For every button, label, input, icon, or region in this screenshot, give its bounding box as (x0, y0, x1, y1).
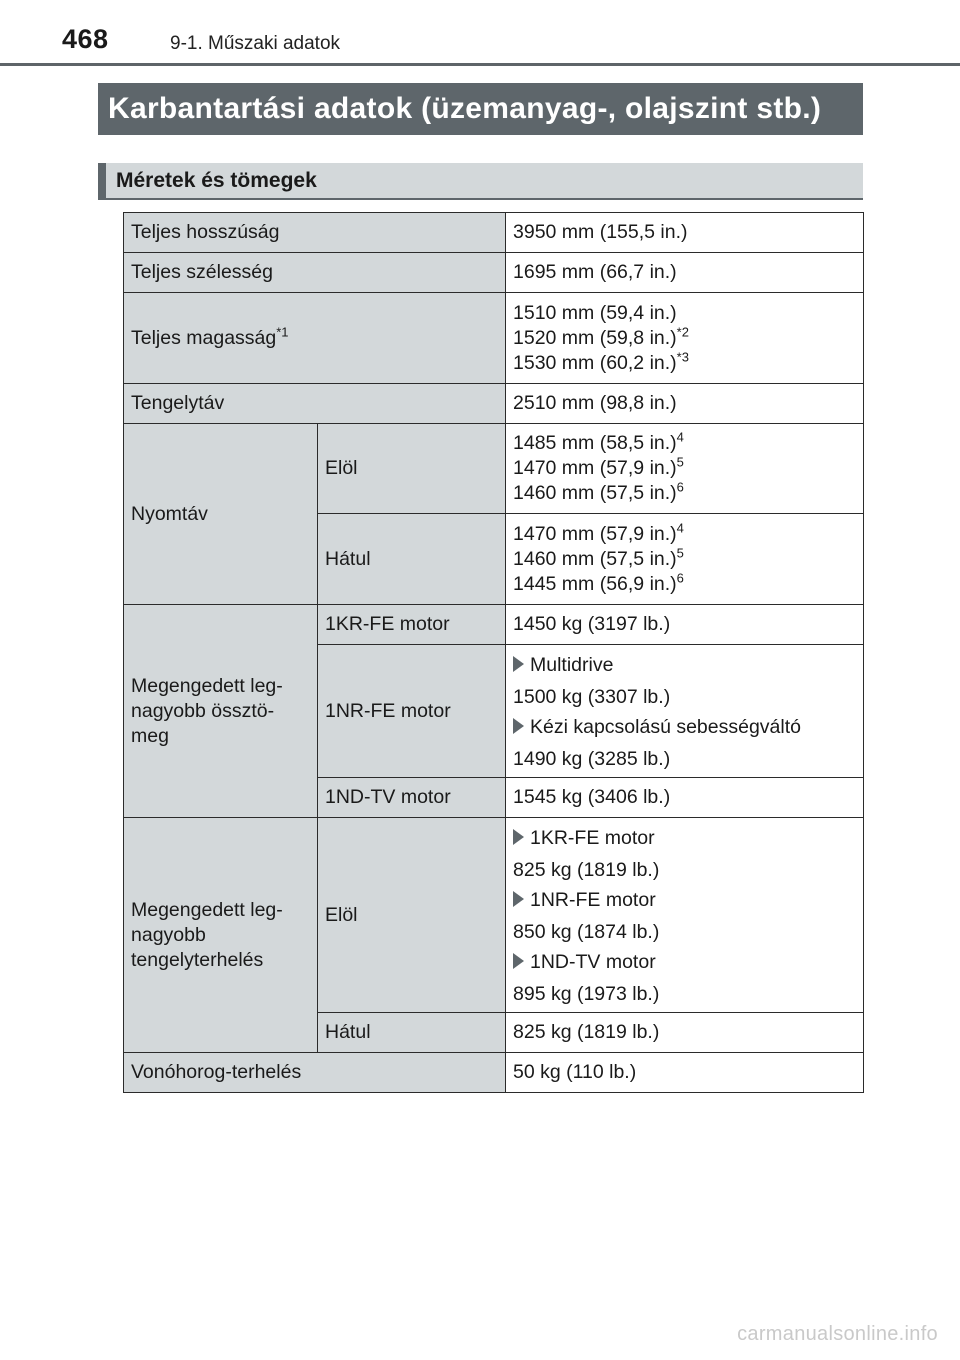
gross-weight-label: Megengedett leg- nagyobb össztö- meg (124, 605, 318, 818)
footnote-marker: *1 (276, 324, 289, 339)
option-value: 1490 kg (3285 lb.) (513, 748, 671, 770)
triangle-bullet-icon (513, 891, 524, 907)
specs-table (123, 212, 864, 1093)
height-label: Teljes magasság (131, 326, 277, 349)
table-row (124, 384, 864, 424)
width-label: Teljes szélesség (124, 253, 506, 293)
option-heading: 1NR-FE motor (513, 888, 856, 913)
triangle-bullet-icon (513, 829, 524, 845)
track-rear-values: 1470 mm (57,9 in.)$^4$ 1460 mm (57,5 in.)$^5$ 1445 mm (56,9 in.)$^6$ (506, 514, 864, 605)
watermark: carmanualsonline.info (737, 1323, 938, 1345)
height-values (506, 293, 864, 384)
table-row (124, 1053, 864, 1093)
axle-load-label: Megengedett leg- nagyobb tengelyterhelés (124, 818, 318, 1053)
table-row (124, 424, 864, 514)
gross-1nr-label: 1NR-FE motor (318, 645, 506, 778)
option-value: 895 kg (1973 lb.) (513, 983, 660, 1005)
wheelbase-value: 2510 mm (98,8 in.) (506, 384, 864, 424)
option-value: 850 kg (1874 lb.) (513, 921, 660, 943)
table-row (124, 605, 864, 645)
triangle-bullet-icon (513, 953, 524, 969)
triangle-bullet-icon (513, 718, 524, 734)
height-value-line: 1530 mm (60,2 in.)$^{*3}$ (513, 349, 689, 374)
length-label: Teljes hosszúság (124, 213, 506, 253)
height-value-line: 1510 mm (59,4 in.) (513, 301, 677, 324)
gross-1nd-value: 1545 kg (3406 lb.) (506, 778, 864, 818)
page-title: Karbantartási adatok (üzemanyag-, olajszint stb.) (98, 83, 863, 135)
gross-1kr-value: 1450 kg (3197 lb.) (506, 605, 864, 645)
table-row (124, 293, 864, 384)
option-heading: Multidrive (513, 653, 856, 678)
tow-load-value: 50 kg (110 lb.) (506, 1053, 864, 1093)
track-front-values: 1485 mm (58,5 in.)$^4$ 1470 mm (57,9 in.)$^5$ 1460 mm (57,5 in.)$^6$ (506, 424, 864, 514)
header-rule (0, 63, 960, 66)
wheelbase-label: Tengelytáv (124, 384, 506, 424)
height-label-cell (124, 293, 506, 384)
tow-load-label: Vonóhorog-terhelés (124, 1053, 506, 1093)
height-value-line: 1520 mm (59,8 in.)$^{*2}$ (513, 324, 689, 349)
gross-1kr-label: 1KR-FE motor (318, 605, 506, 645)
option-heading: 1KR-FE motor (513, 826, 856, 851)
option-heading: 1ND-TV motor (513, 950, 856, 975)
track-label: Nyomtáv (124, 424, 318, 605)
axle-front-label: Elöl (318, 818, 506, 1013)
table-row (124, 253, 864, 293)
track-front-label: Elöl (318, 424, 506, 514)
axle-rear-value: 825 kg (1819 lb.) (506, 1013, 864, 1053)
axle-rear-label: Hátul (318, 1013, 506, 1053)
track-rear-label: Hátul (318, 514, 506, 605)
width-value: 1695 mm (66,7 in.) (506, 253, 864, 293)
axle-front-options (506, 818, 864, 1013)
gross-1nr-options (506, 645, 864, 778)
section-title: Méretek és tömegek (116, 169, 317, 192)
section-header (98, 163, 863, 200)
table-row (124, 818, 864, 1013)
triangle-bullet-icon (513, 656, 524, 672)
gross-1nd-label: 1ND-TV motor (318, 778, 506, 818)
option-value: 1500 kg (3307 lb.) (513, 686, 671, 708)
table-row (124, 213, 864, 253)
chapter-heading: 9-1. Műszaki adatok (170, 33, 341, 54)
option-heading: Kézi kapcsolású sebességváltó (513, 715, 856, 740)
page-number: 468 (62, 24, 109, 54)
option-value: 825 kg (1819 lb.) (513, 859, 660, 881)
length-value: 3950 mm (155,5 in.) (506, 213, 864, 253)
